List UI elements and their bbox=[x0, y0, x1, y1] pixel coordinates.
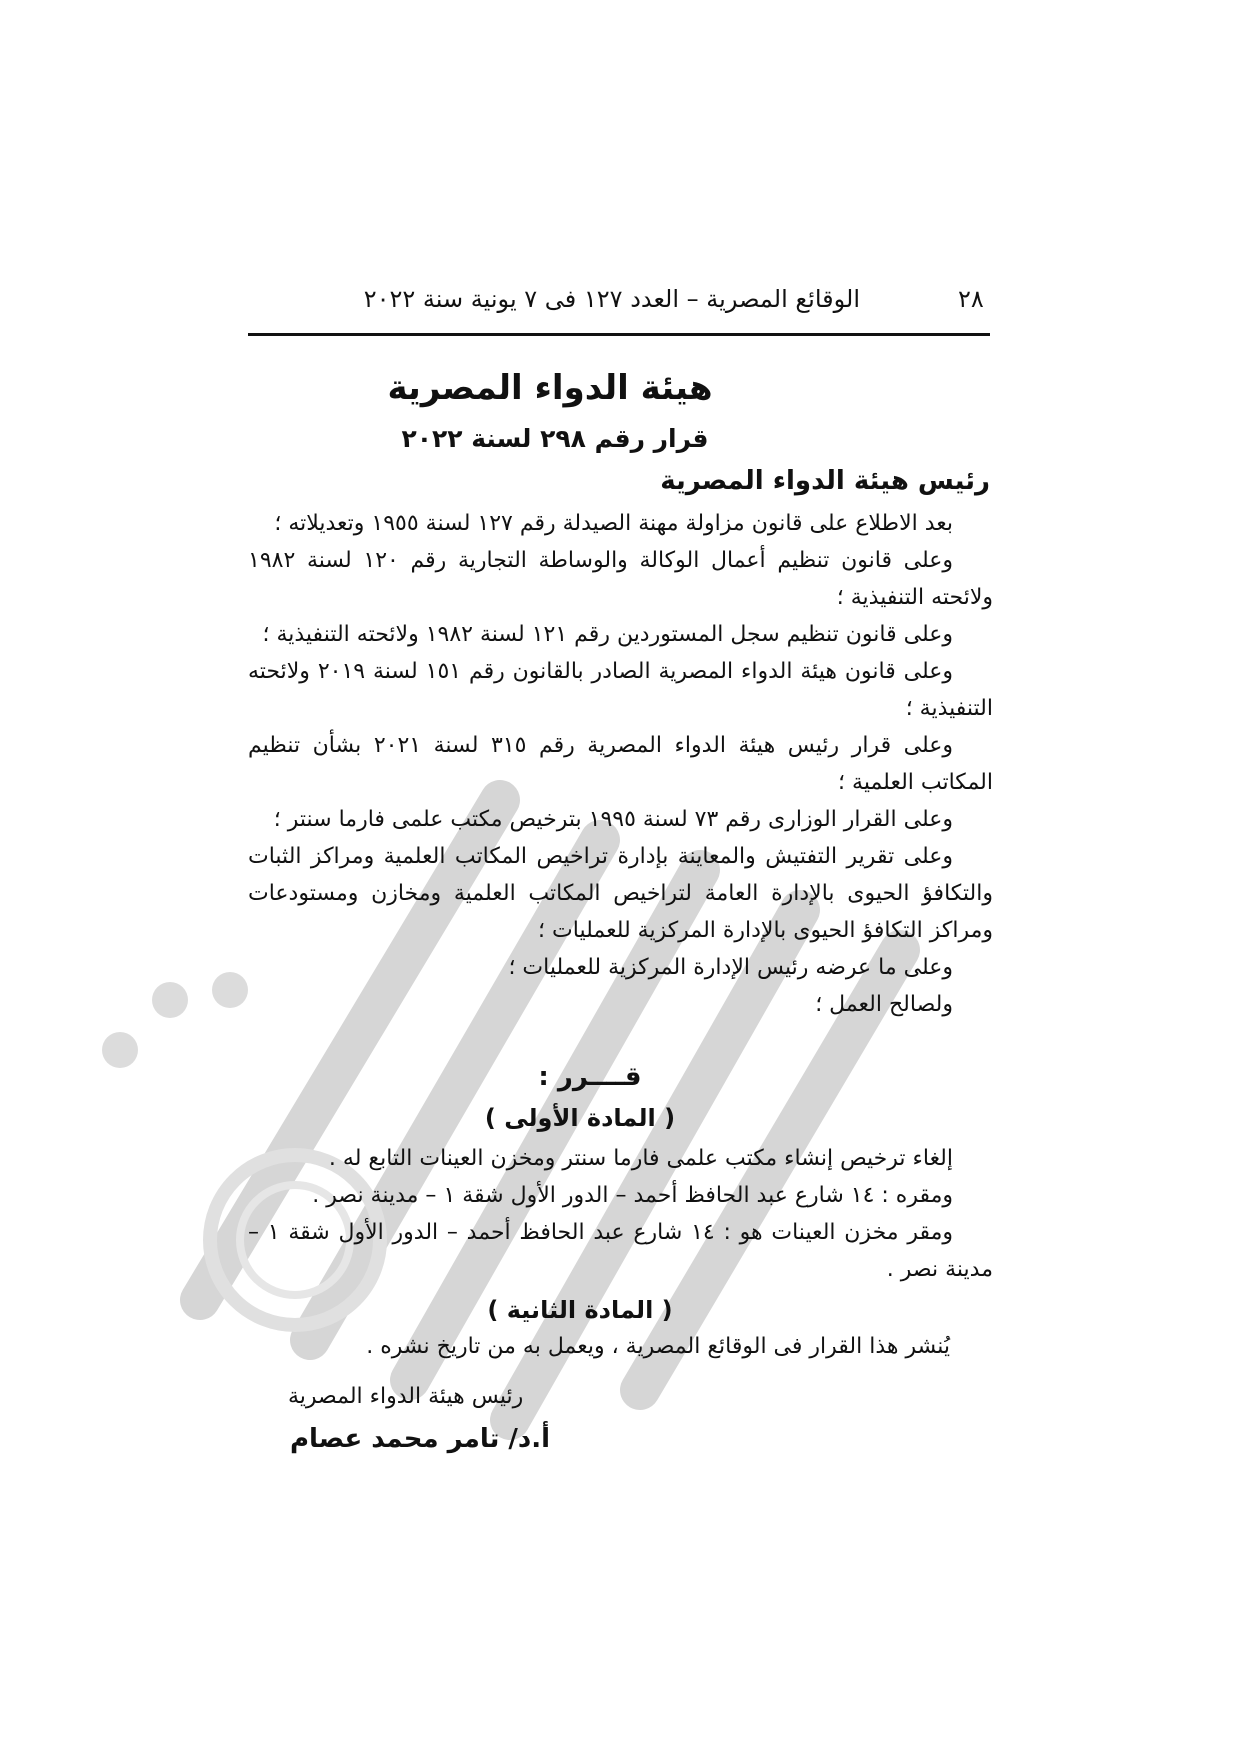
authority-title: هيئة الدواء المصرية bbox=[387, 368, 713, 408]
preamble-line: وعلى قرار رئيس هيئة الدواء المصرية رقم ٣١٥ لسنة ٢٠٢١ بشأن تنظيم المكاتب العلمية ؛ bbox=[248, 733, 993, 795]
preamble-line: وعلى قانون هيئة الدواء المصرية الصادر بالقانون رقم ١٥١ لسنة ٢٠١٩ ولائحته التنفيذية ؛ bbox=[248, 659, 993, 721]
preamble-line: ولصالح العمل ؛ bbox=[815, 992, 953, 1017]
article-1-heading: ( المادة الأولى ) bbox=[484, 1104, 676, 1132]
decree-number: قرار رقم ٢٩٨ لسنة ٢٠٢٢ bbox=[401, 424, 709, 453]
header-rule bbox=[248, 333, 990, 336]
preamble-line: وعلى قانون تنظيم سجل المستوردين رقم ١٢١ لسنة ١٩٨٢ ولائحته التنفيذية ؛ bbox=[262, 622, 953, 647]
article-1-body bbox=[248, 1140, 993, 1288]
signatory-title: رئيس هيئة الدواء المصرية bbox=[288, 1384, 524, 1409]
issuer-heading: رئيس هيئة الدواء المصرية bbox=[660, 466, 990, 496]
article-2-body: يُنشر هذا القرار فى الوقائع المصرية ، ويعمل به من تاريخ نشره . bbox=[366, 1334, 950, 1359]
signatory-name: أ.د/ تامر محمد عصام bbox=[290, 1424, 551, 1454]
gazette-header-line: الوقائع المصرية – العدد ١٢٧ فى ٧ يونية سنة ٢٠٢٢ bbox=[363, 285, 860, 313]
preamble-line: بعد الاطلاع على قانون مزاولة مهنة الصيدلة رقم ١٢٧ لسنة ١٩٥٥ وتعديلاته ؛ bbox=[274, 511, 953, 536]
preamble-line: وعلى قانون تنظيم أعمال الوكالة والوساطة التجارية رقم ١٢٠ لسنة ١٩٨٢ ولائحته التنفيذية ؛ bbox=[248, 548, 993, 610]
preamble-line: وعلى تقرير التفتيش والمعاينة بإدارة تراخيص المكاتب العلمية ومراكز الثبات والتكافؤ الحيوى بالإدارة العامة لتراخيص المكاتب العلمية ومخازن ومستودعات ومراكز التكافؤ الحيوى بالإدارة المركزية للعمليات ؛ bbox=[248, 844, 993, 943]
decided-label: قــــرر : bbox=[538, 1062, 642, 1092]
preamble-line: وعلى ما عرضه رئيس الإدارة المركزية للعمليات ؛ bbox=[508, 955, 953, 980]
article-2-heading: ( المادة الثانية ) bbox=[487, 1296, 673, 1324]
article-1-line: ومقره : ١٤ شارع عبد الحافظ أحمد – الدور الأول شقة ١ – مدينة نصر . bbox=[312, 1183, 953, 1208]
article-1-line: إلغاء ترخيص إنشاء مكتب علمى فارما سنتر ومخزن العينات التابع له . bbox=[328, 1146, 953, 1171]
page-number: ٢٨ bbox=[958, 285, 984, 313]
article-1-line: ومقر مخزن العينات هو : ١٤ شارع عبد الحافظ أحمد – الدور الأول شقة ١ – مدينة نصر . bbox=[248, 1220, 993, 1282]
preamble-line: وعلى القرار الوزارى رقم ٧٣ لسنة ١٩٩٥ بترخيص مكتب علمى فارما سنتر ؛ bbox=[273, 807, 953, 832]
preamble bbox=[248, 505, 993, 1023]
